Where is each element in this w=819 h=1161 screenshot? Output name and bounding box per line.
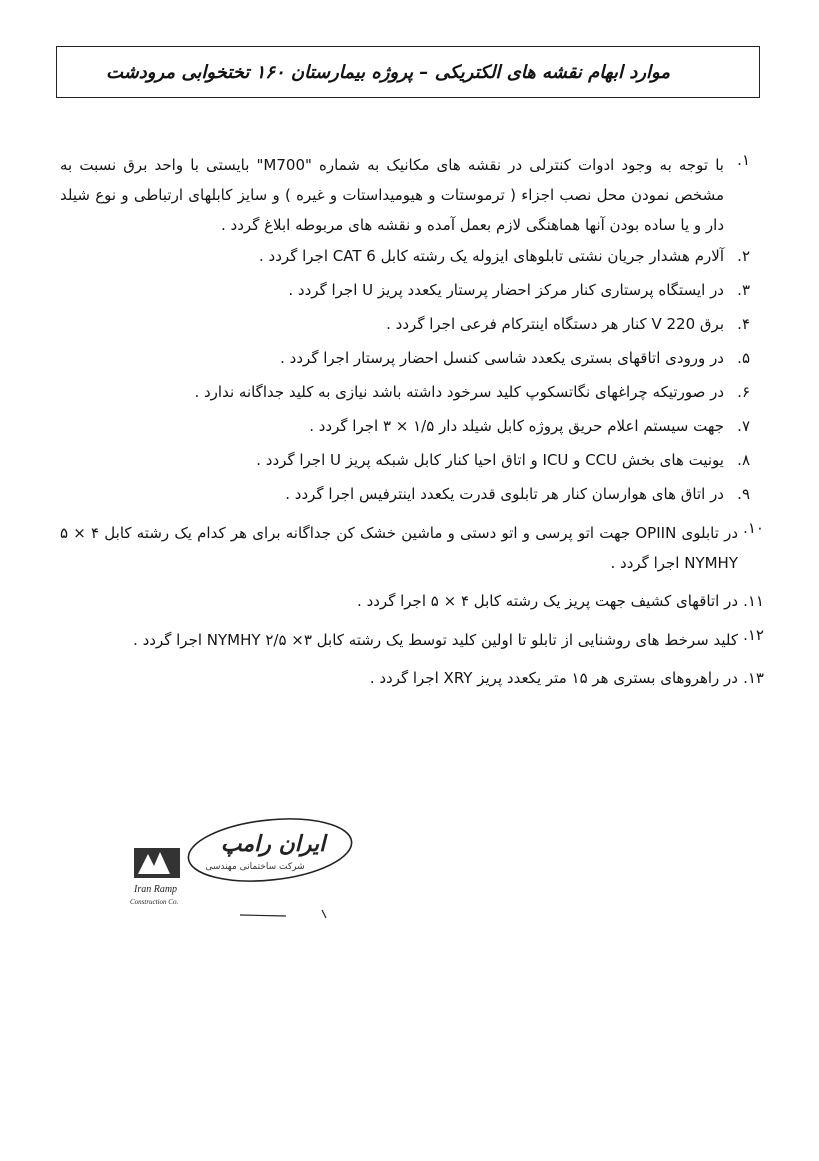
list-item bbox=[60, 625, 764, 655]
items-list bbox=[60, 150, 764, 689]
list-item bbox=[60, 246, 750, 267]
list-item bbox=[60, 484, 750, 505]
item-text: در ورودی اتاقهای بستری یکعدد شاسی کنسل احضار پرستار اجرا گردد . bbox=[280, 349, 724, 367]
item-text: در ایستگاه پرستاری کنار مرکز احضار پرستار یکعدد پریز U اجرا گردد . bbox=[288, 281, 724, 299]
list-item bbox=[60, 280, 750, 301]
list-item bbox=[60, 348, 750, 369]
item-number: ۱۳. bbox=[743, 669, 764, 687]
item-number: ۴. bbox=[737, 315, 750, 333]
item-number: ۵. bbox=[737, 349, 750, 367]
stamp-en-sub: Construction Co. bbox=[130, 898, 179, 906]
item-text: آلارم هشدار جریان نشتی تابلوهای ایزوله یک رشته کابل CAT 6 اجرا گردد . bbox=[259, 247, 724, 265]
stamp-en-name: Iran Ramp bbox=[134, 884, 178, 895]
list-item bbox=[60, 382, 750, 403]
title-box bbox=[56, 46, 760, 98]
item-number: ۳. bbox=[737, 281, 750, 299]
list-item bbox=[60, 314, 750, 335]
item-text: در راهروهای بستری هر ۱۵ متر یکعدد پریز XRY اجرا گردد . bbox=[369, 669, 738, 687]
item-number: ۸. bbox=[737, 451, 750, 469]
stamp-fa-name: ایران رامپ bbox=[220, 832, 326, 857]
item-text: یونیت های بخش CCU و ICU و اتاق احیا کنار کابل شبکه پریز U اجرا گردد . bbox=[256, 451, 724, 469]
item-number: ۱۱. bbox=[743, 592, 764, 610]
item-number: ۶. bbox=[737, 383, 750, 401]
list-item bbox=[60, 150, 750, 240]
list-item bbox=[60, 518, 764, 578]
list-item bbox=[60, 668, 764, 689]
item-number: ۷. bbox=[737, 417, 750, 435]
item-number: ۱. bbox=[737, 151, 750, 169]
item-number: ۱۰. bbox=[743, 519, 764, 537]
document-title: موارد ابهام نقشه های الکتریکی – پروژه بیمارستان ۱۶۰ تختخوابی مرودشت bbox=[106, 61, 670, 83]
item-number: ۲. bbox=[737, 247, 750, 265]
list-item bbox=[60, 416, 750, 437]
item-number: ۹. bbox=[737, 485, 750, 503]
item-text: در اتاق های هوارسان کنار هر تابلوی قدرت یکعدد اینترفیس اجرا گردد . bbox=[285, 485, 724, 503]
item-text: با توجه به وجود ادوات کنترلی در نقشه های مکانیک به شماره "M700" بایستی با واحد برق نسبت به مشخص نمودن محل نصب اجزاء ( ترموستات و هیومیداستات و غیره ) و سایز کابلهای ارتباطی و نوع شیلد دار و یا ساده بودن آنها هماهنگی لازم بعمل آمده و نقشه های مربوطه ابلاغ گردد . bbox=[60, 156, 724, 234]
stamp-fa-sub: شرکت ساختمانی مهندسی bbox=[205, 862, 305, 872]
item-text: در اتاقهای کشیف جهت پریز یک رشته کابل ۴ × ۵ اجرا گردد . bbox=[357, 592, 738, 610]
list-item bbox=[60, 591, 764, 612]
item-text: در تابلوی OPIIN جهت اتو پرسی و اتو دستی و ماشین خشک کن جداگانه برای هر کدام یک رشته کابل ۴ × ۵ NYMHY اجرا گردد . bbox=[60, 524, 738, 572]
item-number: ۱۲. bbox=[743, 626, 764, 644]
item-text: در صورتیکه چراغهای نگاتسکوپ کلید سرخود داشته باشد نیازی به کلید جداگانه ندارد . bbox=[194, 383, 724, 401]
list-item bbox=[60, 450, 750, 471]
item-text: کلید سرخط های روشنایی از تابلو تا اولین کلید توسط یک رشته کابل NYMHY ۲/۵ ×۳ اجرا گردد . bbox=[133, 631, 738, 649]
item-text: برق 220 V کنار هر دستگاه اینترکام فرعی اجرا گردد . bbox=[386, 315, 724, 333]
item-text: جهت سیستم اعلام حریق پروژه کابل شیلد دار ۱/۵ × ۳ اجرا گردد . bbox=[309, 417, 724, 435]
